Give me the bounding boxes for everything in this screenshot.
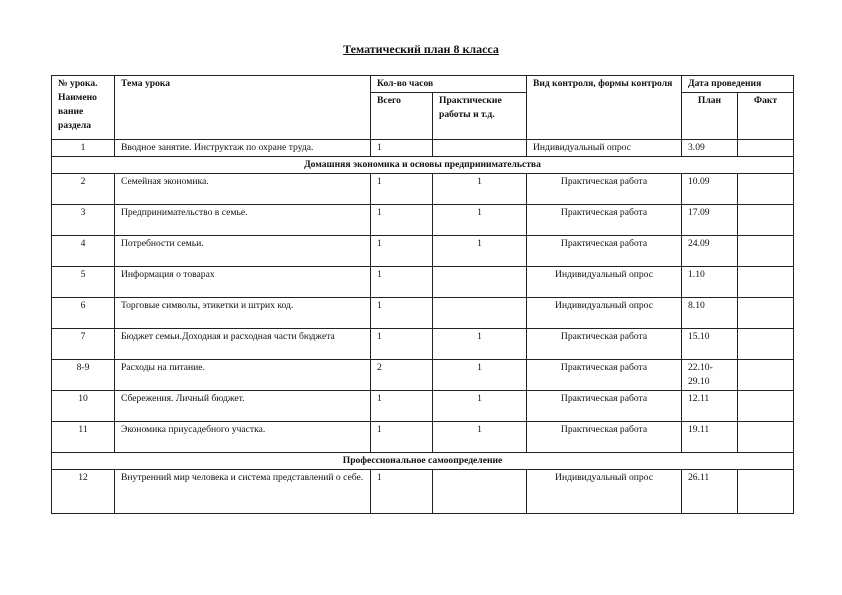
cell-plan: 26.11 <box>682 470 738 514</box>
cell-total: 1 <box>371 205 433 236</box>
cell-control: Индивидуальный опрос <box>527 298 682 329</box>
cell-plan: 19.11 <box>682 422 738 453</box>
cell-total: 2 <box>371 360 433 391</box>
cell-fact <box>738 298 794 329</box>
cell-total: 1 <box>371 140 433 157</box>
cell-fact <box>738 329 794 360</box>
cell-practical <box>433 470 527 514</box>
cell-num: 7 <box>52 329 115 360</box>
cell-topic: Торговые символы, этикетки и штрих код. <box>115 298 371 329</box>
cell-plan: 8.10 <box>682 298 738 329</box>
section-title: Профессиональное самоопределение <box>52 453 794 470</box>
header-control: Вид контроля, формы контроля <box>527 76 682 140</box>
cell-total: 1 <box>371 470 433 514</box>
cell-num: 5 <box>52 267 115 298</box>
cell-topic: Сбережения. Личный бюджет. <box>115 391 371 422</box>
cell-total: 1 <box>371 236 433 267</box>
cell-fact <box>738 267 794 298</box>
cell-num: 2 <box>52 174 115 205</box>
cell-topic: Предпринимательство в семье. <box>115 205 371 236</box>
cell-practical: 1 <box>433 360 527 391</box>
table-row <box>52 329 794 360</box>
cell-topic: Потребности семьи. <box>115 236 371 267</box>
section-row <box>52 157 794 174</box>
cell-practical: 1 <box>433 174 527 205</box>
cell-num: 3 <box>52 205 115 236</box>
cell-plan: 24.09 <box>682 236 738 267</box>
header-hours: Кол-во часов <box>371 76 527 93</box>
cell-num: 12 <box>52 470 115 514</box>
cell-topic: Семейная экономика. <box>115 174 371 205</box>
cell-plan: 12.11 <box>682 391 738 422</box>
table-row <box>52 422 794 453</box>
cell-fact <box>738 140 794 157</box>
table-row <box>52 298 794 329</box>
table-row <box>52 205 794 236</box>
cell-topic: Информация о товарах <box>115 267 371 298</box>
cell-topic: Экономика приусадебного участка. <box>115 422 371 453</box>
cell-practical <box>433 140 527 157</box>
cell-control: Практическая работа <box>527 174 682 205</box>
section-row <box>52 453 794 470</box>
cell-practical: 1 <box>433 205 527 236</box>
cell-plan: 17.09 <box>682 205 738 236</box>
header-date: Дата проведения <box>682 76 794 93</box>
header-num: № урока. Наимено вание раздела <box>52 76 115 140</box>
cell-topic: Вводное занятие. Инструктаж по охране труда. <box>115 140 371 157</box>
cell-control: Индивидуальный опрос <box>527 140 682 157</box>
cell-num: 10 <box>52 391 115 422</box>
table-row <box>52 391 794 422</box>
lesson-plan-table <box>51 75 794 514</box>
header-plan: План <box>682 93 738 140</box>
cell-control: Практическая работа <box>527 205 682 236</box>
cell-num: 1 <box>52 140 115 157</box>
cell-control: Практическая работа <box>527 391 682 422</box>
cell-fact <box>738 236 794 267</box>
header-practical: Практические работы и т.д. <box>433 93 527 140</box>
header-topic: Тема урока <box>115 76 371 140</box>
cell-control: Индивидуальный опрос <box>527 267 682 298</box>
section-title: Домашняя экономика и основы предпринимательства <box>52 157 794 174</box>
cell-fact <box>738 470 794 514</box>
cell-plan: 10.09 <box>682 174 738 205</box>
table-row <box>52 174 794 205</box>
cell-num: 11 <box>52 422 115 453</box>
cell-practical: 1 <box>433 391 527 422</box>
cell-plan: 1.10 <box>682 267 738 298</box>
cell-fact <box>738 391 794 422</box>
cell-total: 1 <box>371 391 433 422</box>
cell-practical <box>433 267 527 298</box>
header-total: Всего <box>371 93 433 140</box>
table-row <box>52 140 794 157</box>
cell-practical: 1 <box>433 422 527 453</box>
cell-control: Практическая работа <box>527 360 682 391</box>
cell-fact <box>738 205 794 236</box>
cell-control: Практическая работа <box>527 329 682 360</box>
cell-practical <box>433 298 527 329</box>
cell-plan: 15.10 <box>682 329 738 360</box>
cell-control: Практическая работа <box>527 236 682 267</box>
cell-fact <box>738 422 794 453</box>
cell-topic: Расходы на питание. <box>115 360 371 391</box>
cell-practical: 1 <box>433 329 527 360</box>
cell-total: 1 <box>371 422 433 453</box>
page-title: Тематический план 8 класса <box>343 42 499 56</box>
cell-num: 6 <box>52 298 115 329</box>
cell-fact <box>738 360 794 391</box>
table-row <box>52 360 794 391</box>
header-fact: Факт <box>738 93 794 140</box>
cell-practical: 1 <box>433 236 527 267</box>
cell-num: 8-9 <box>52 360 115 391</box>
cell-fact <box>738 174 794 205</box>
table-row <box>52 236 794 267</box>
cell-topic: Внутренний мир человека и система представлений о себе. <box>115 470 371 514</box>
header-row <box>52 76 794 93</box>
table-row <box>52 267 794 298</box>
table-row <box>52 470 794 514</box>
cell-topic: Бюджет семьи.Доходная и расходная части бюджета <box>115 329 371 360</box>
cell-control: Индивидуальный опрос <box>527 470 682 514</box>
cell-num: 4 <box>52 236 115 267</box>
cell-plan: 22.10- 29.10 <box>682 360 738 391</box>
cell-control: Практическая работа <box>527 422 682 453</box>
cell-total: 1 <box>371 298 433 329</box>
cell-plan: 3.09 <box>682 140 738 157</box>
cell-total: 1 <box>371 174 433 205</box>
cell-total: 1 <box>371 329 433 360</box>
cell-total: 1 <box>371 267 433 298</box>
